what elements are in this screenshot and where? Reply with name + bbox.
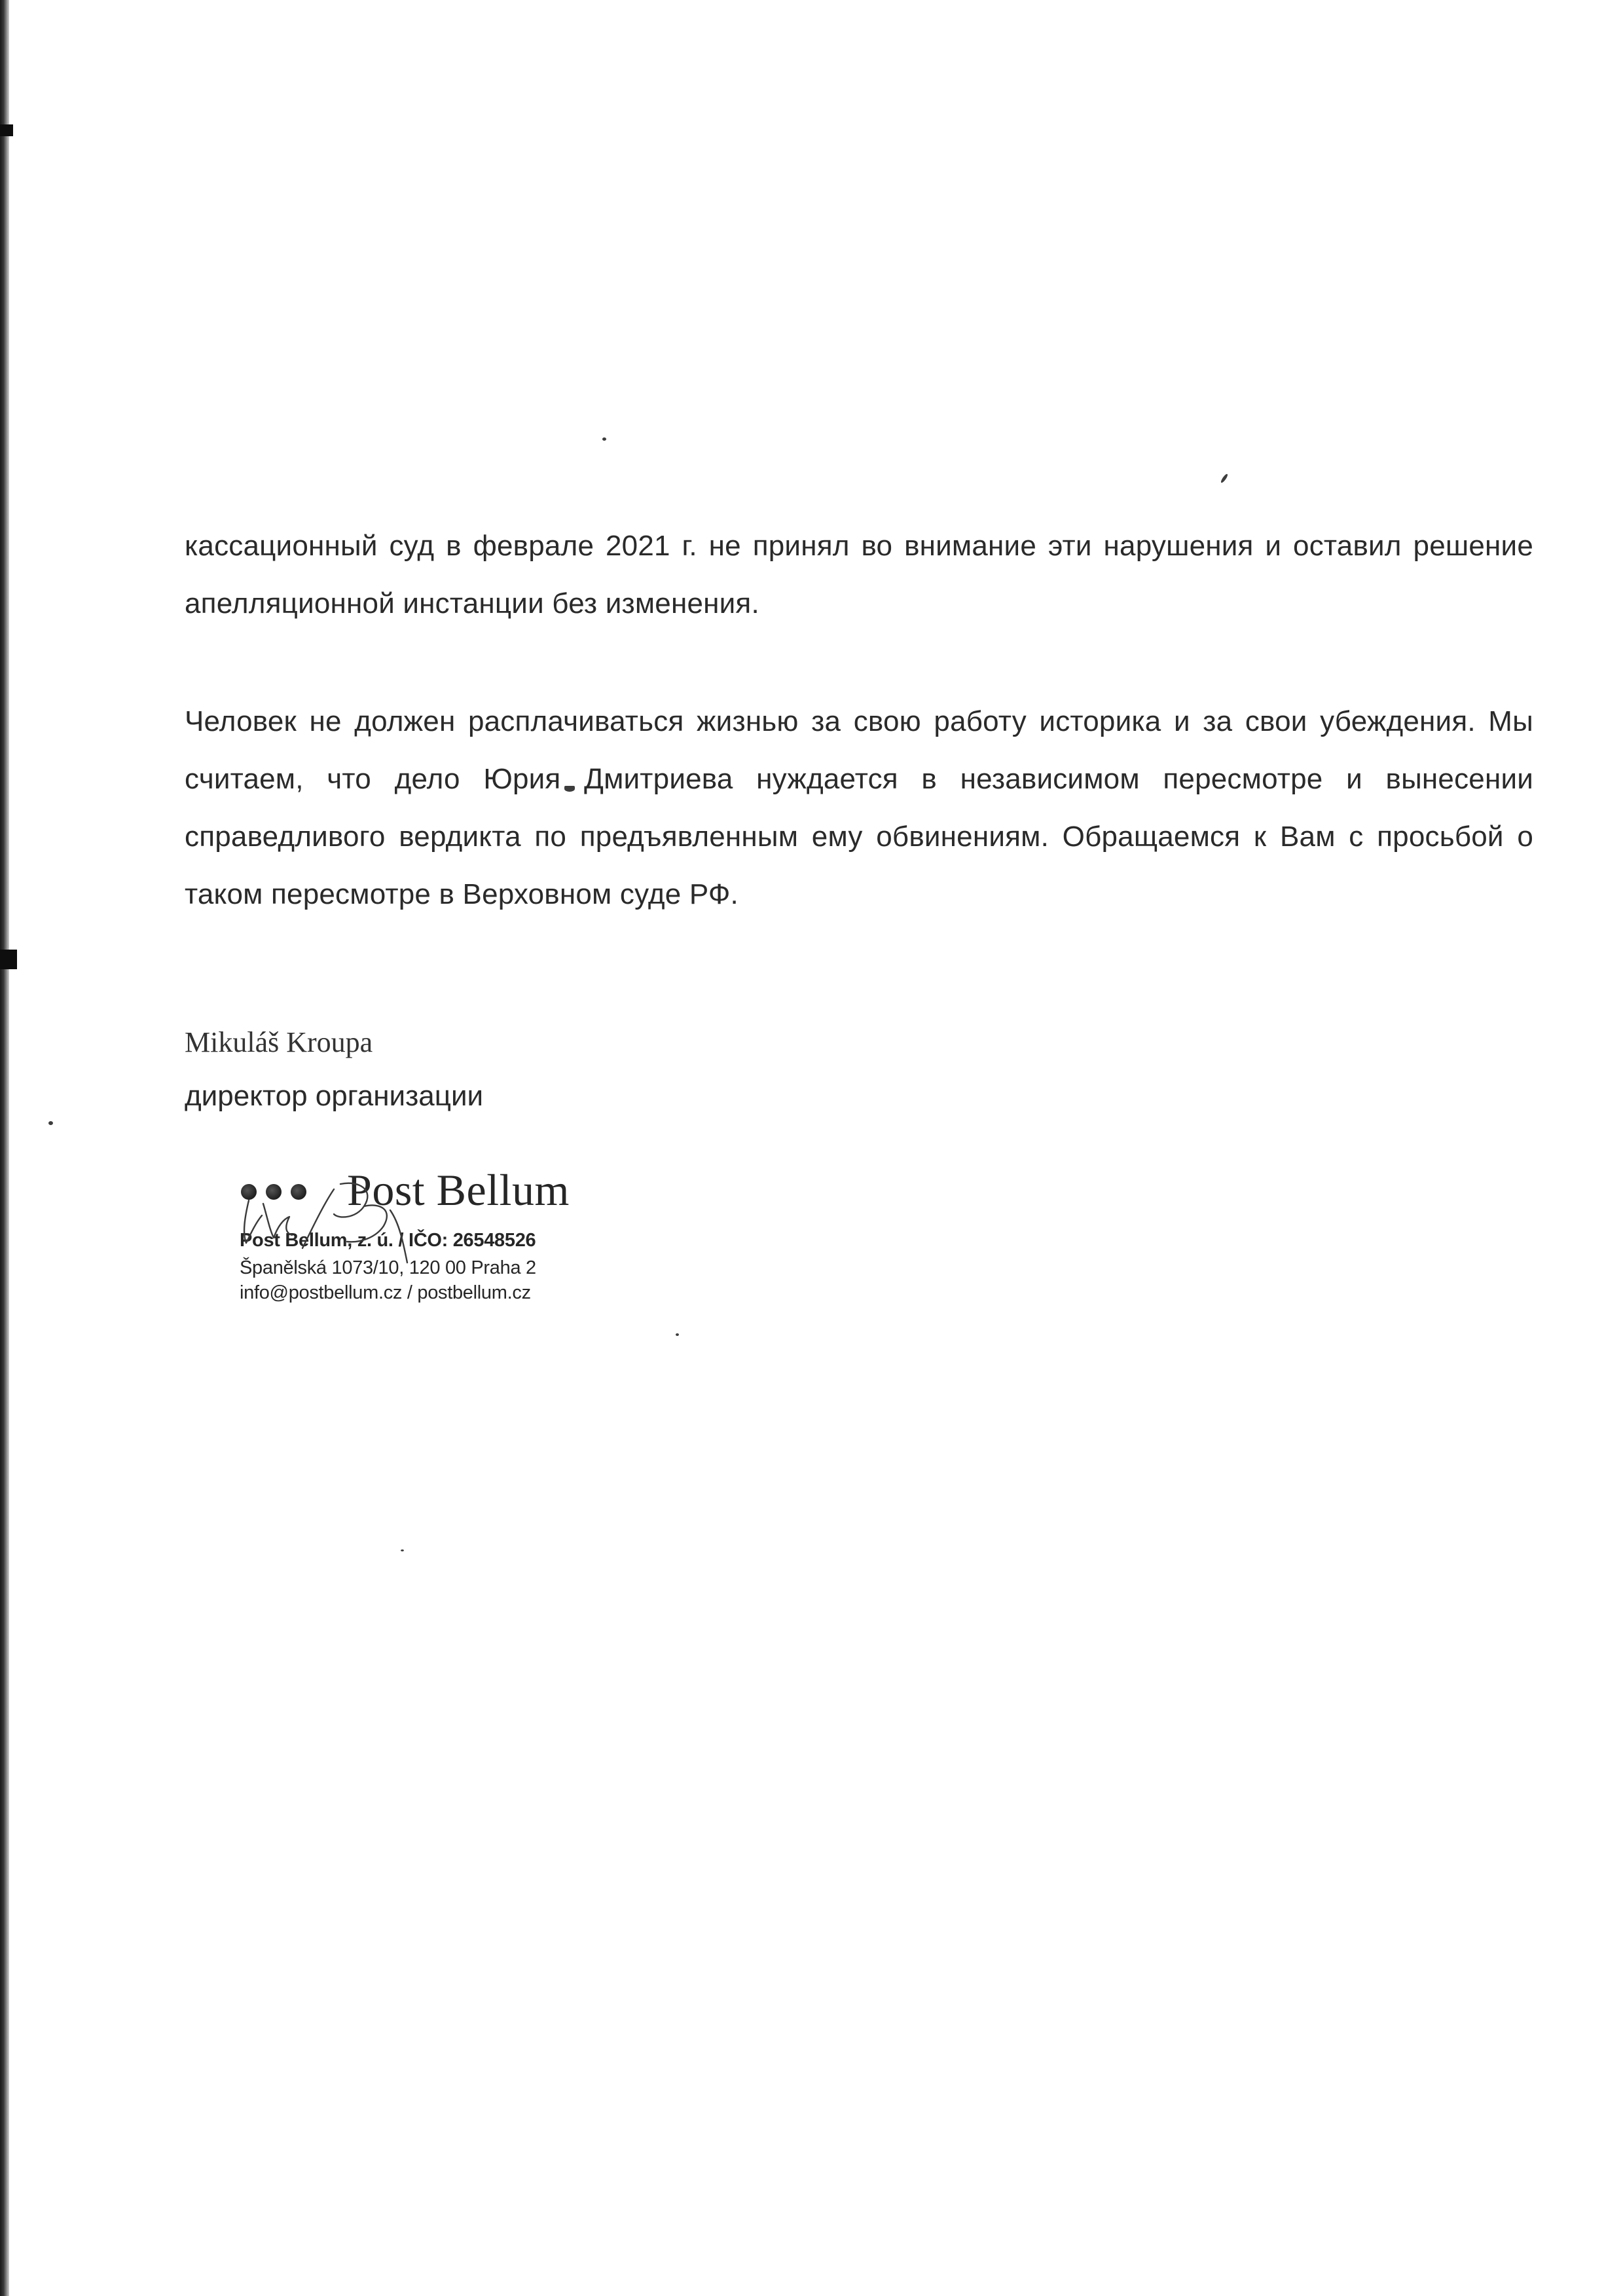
- scan-left-edge: [0, 0, 9, 2296]
- scan-speck: [48, 1121, 53, 1125]
- stamp-logo-dots: [241, 1184, 306, 1200]
- scan-speck: [401, 1549, 404, 1551]
- stamp-line-address: Španělská 1073/10, 120 00 Praha 2: [240, 1257, 536, 1278]
- scan-speck: [602, 437, 606, 441]
- letter-paragraph: кассационный суд в феврале 2021 г. не принял во внимание эти нарушения и оставил решение апелляционной инстанции без изменения.: [185, 530, 1533, 620]
- scan-speck: [1220, 473, 1228, 484]
- stamp-line-org: Post Bellum, z. ú. / IČO: 26548526: [240, 1230, 536, 1251]
- letter-paragraph: Человек не должен расплачиваться жизнью за свою работу историка и за свои убеждения. Мы считаем, что дело Юрия Дмитриева нуждается в независимом пересмотре и вынесении справедливого вердикта по предъявленным ему обвинениям. Обращаемся к Вам с просьбой о таком пересмотре в Верховном суде РФ.: [185, 705, 1533, 910]
- logo-dot: [241, 1184, 257, 1200]
- signer-role: директор организации: [185, 1080, 484, 1112]
- scan-edge-mark: [0, 950, 17, 969]
- scan-edge-mark: [0, 124, 13, 136]
- logo-dot: [266, 1184, 282, 1200]
- signer-name: Mikuláš Kroupa: [185, 1026, 373, 1058]
- stamp-title: Post Bellum: [347, 1165, 570, 1215]
- organization-stamp: [236, 1164, 576, 1315]
- letter-body: [185, 517, 1559, 1117]
- scan-speck: [676, 1333, 679, 1336]
- logo-dot: [291, 1184, 306, 1200]
- stamp-line-contact: info@postbellum.cz / postbellum.cz: [240, 1282, 531, 1303]
